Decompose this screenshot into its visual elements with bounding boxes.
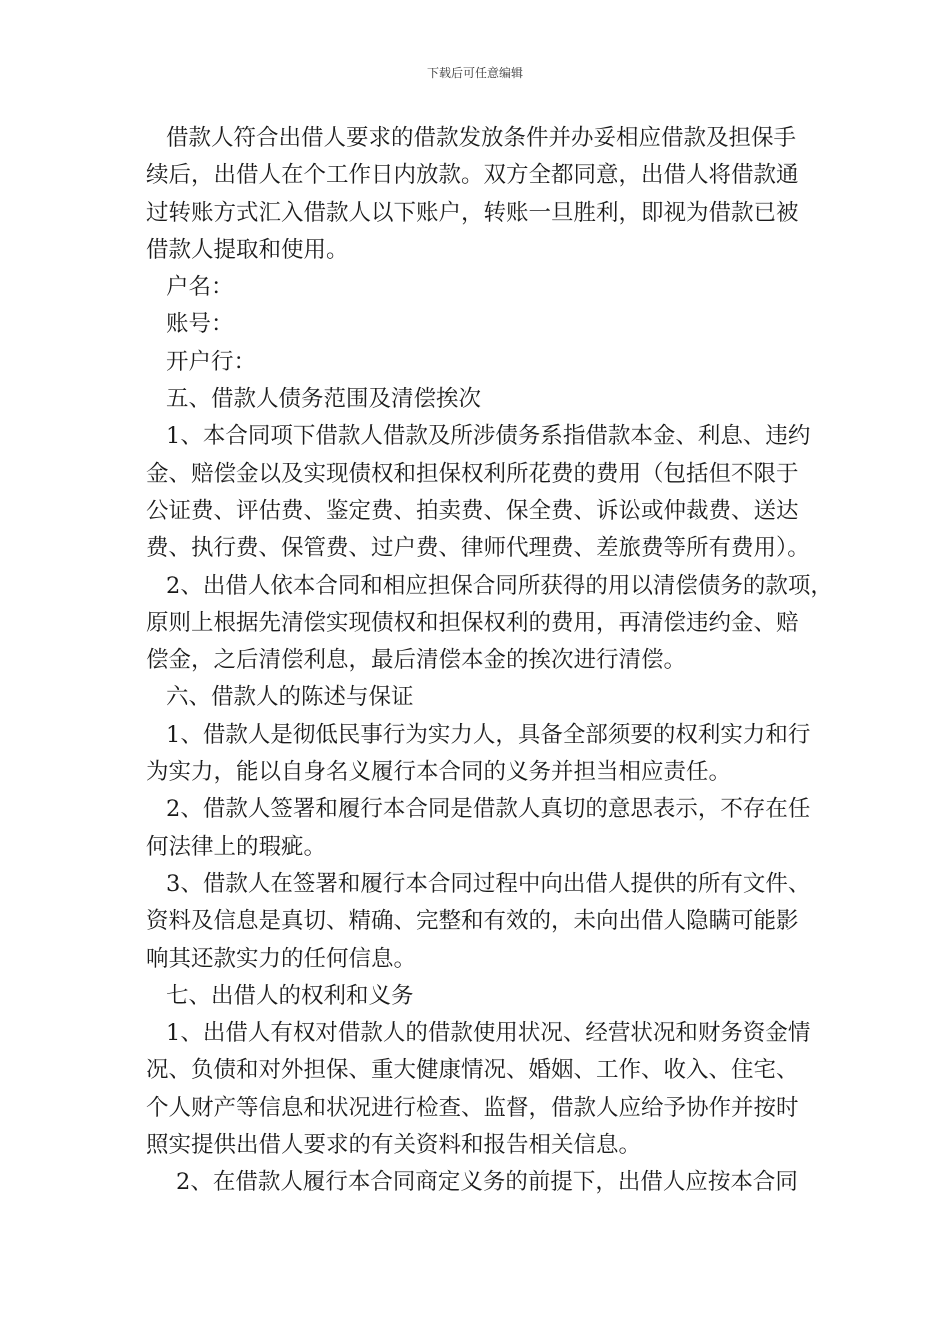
section-heading: 七、出借人的权利和义务 <box>166 982 414 1009</box>
paragraph-line: 偿金，之后清偿利息，最后清偿本金的挨次进行清偿。 <box>146 647 687 674</box>
paragraph-line: 个人财产等信息和状况进行检查、监督，借款人应给予协作并按时 <box>146 1094 799 1121</box>
paragraph-line: 公证费、评估费、鉴定费、拍卖费、保全费、诉讼或仲裁费、送达 <box>146 497 799 524</box>
paragraph-line: 续后，出借人在个工作日内放款。双方全都同意，出借人将借款通 <box>146 162 799 189</box>
paragraph-line: 何法律上的瑕疵。 <box>146 833 327 860</box>
paragraph-line: 况、负债和对外担保、重大健康情况、婚姻、工作、收入、住宅、 <box>146 1057 799 1084</box>
paragraph-line: 借款人符合出借人要求的借款发放条件并办妥相应借款及担保手 <box>166 125 797 151</box>
paragraph-line: 资料及信息是真切、精确、完整和有效的，未向出借人隐瞒可能影 <box>146 908 799 935</box>
paragraph-line: 照实提供出借人要求的有关资料和报告相关信息。 <box>146 1132 642 1159</box>
section-heading: 六、借款人的陈述与保证 <box>166 684 414 711</box>
paragraph-line: 1、出借人有权对借款人的借款使用状况、经营状况和财务资金情 <box>166 1020 811 1047</box>
paragraph-line: 2、在借款人履行本合同商定义务的前提下，出借人应按本合同 <box>176 1169 798 1196</box>
account-name-label: 户名： <box>166 274 234 301</box>
paragraph-line: 1、借款人是彻低民事行为实力人，具备全部须要的权利实力和行 <box>166 721 811 748</box>
paragraph-line: 金、赔偿金以及实现债权和担保权利所花费的费用（包括但不限于 <box>146 460 799 487</box>
section-heading: 五、借款人债务范围及清偿挨次 <box>166 386 482 413</box>
account-number-label: 账号： <box>166 311 234 338</box>
header-note: 下载后可任意编辑 <box>426 66 523 80</box>
paragraph-line: 2、借款人签署和履行本合同是借款人真切的意思表示，不存在任 <box>166 796 811 823</box>
paragraph-line: 过转账方式汇入借款人以下账户，转账一旦胜利，即视为借款已被 <box>146 199 799 226</box>
paragraph-line: 2、出借人依本合同和相应担保合同所获得的用以清偿债务的款项， <box>166 572 833 599</box>
paragraph-line: 费、执行费、保管费、过户费、律师代理费、差旅费等所有费用）。 <box>146 535 810 562</box>
paragraph-line: 响其还款实力的任何信息。 <box>146 945 417 972</box>
document-body <box>146 120 833 1202</box>
bank-label: 开户行： <box>166 348 257 375</box>
paragraph-line: 3、借款人在签署和履行本合同过程中向出借人提供的所有文件、 <box>166 870 811 897</box>
paragraph-line: 借款人提取和使用。 <box>146 236 349 263</box>
paragraph-line: 为实力，能以自身名义履行本合同的义务并担当相应责任。 <box>146 759 732 786</box>
paragraph-line: 原则上根据先清偿实现债权和担保权利的费用，再清偿违约金、赔 <box>146 609 799 636</box>
paragraph-line: 1、本合同项下借款人借款及所涉债务系指借款本金、利息、违约 <box>166 423 811 450</box>
